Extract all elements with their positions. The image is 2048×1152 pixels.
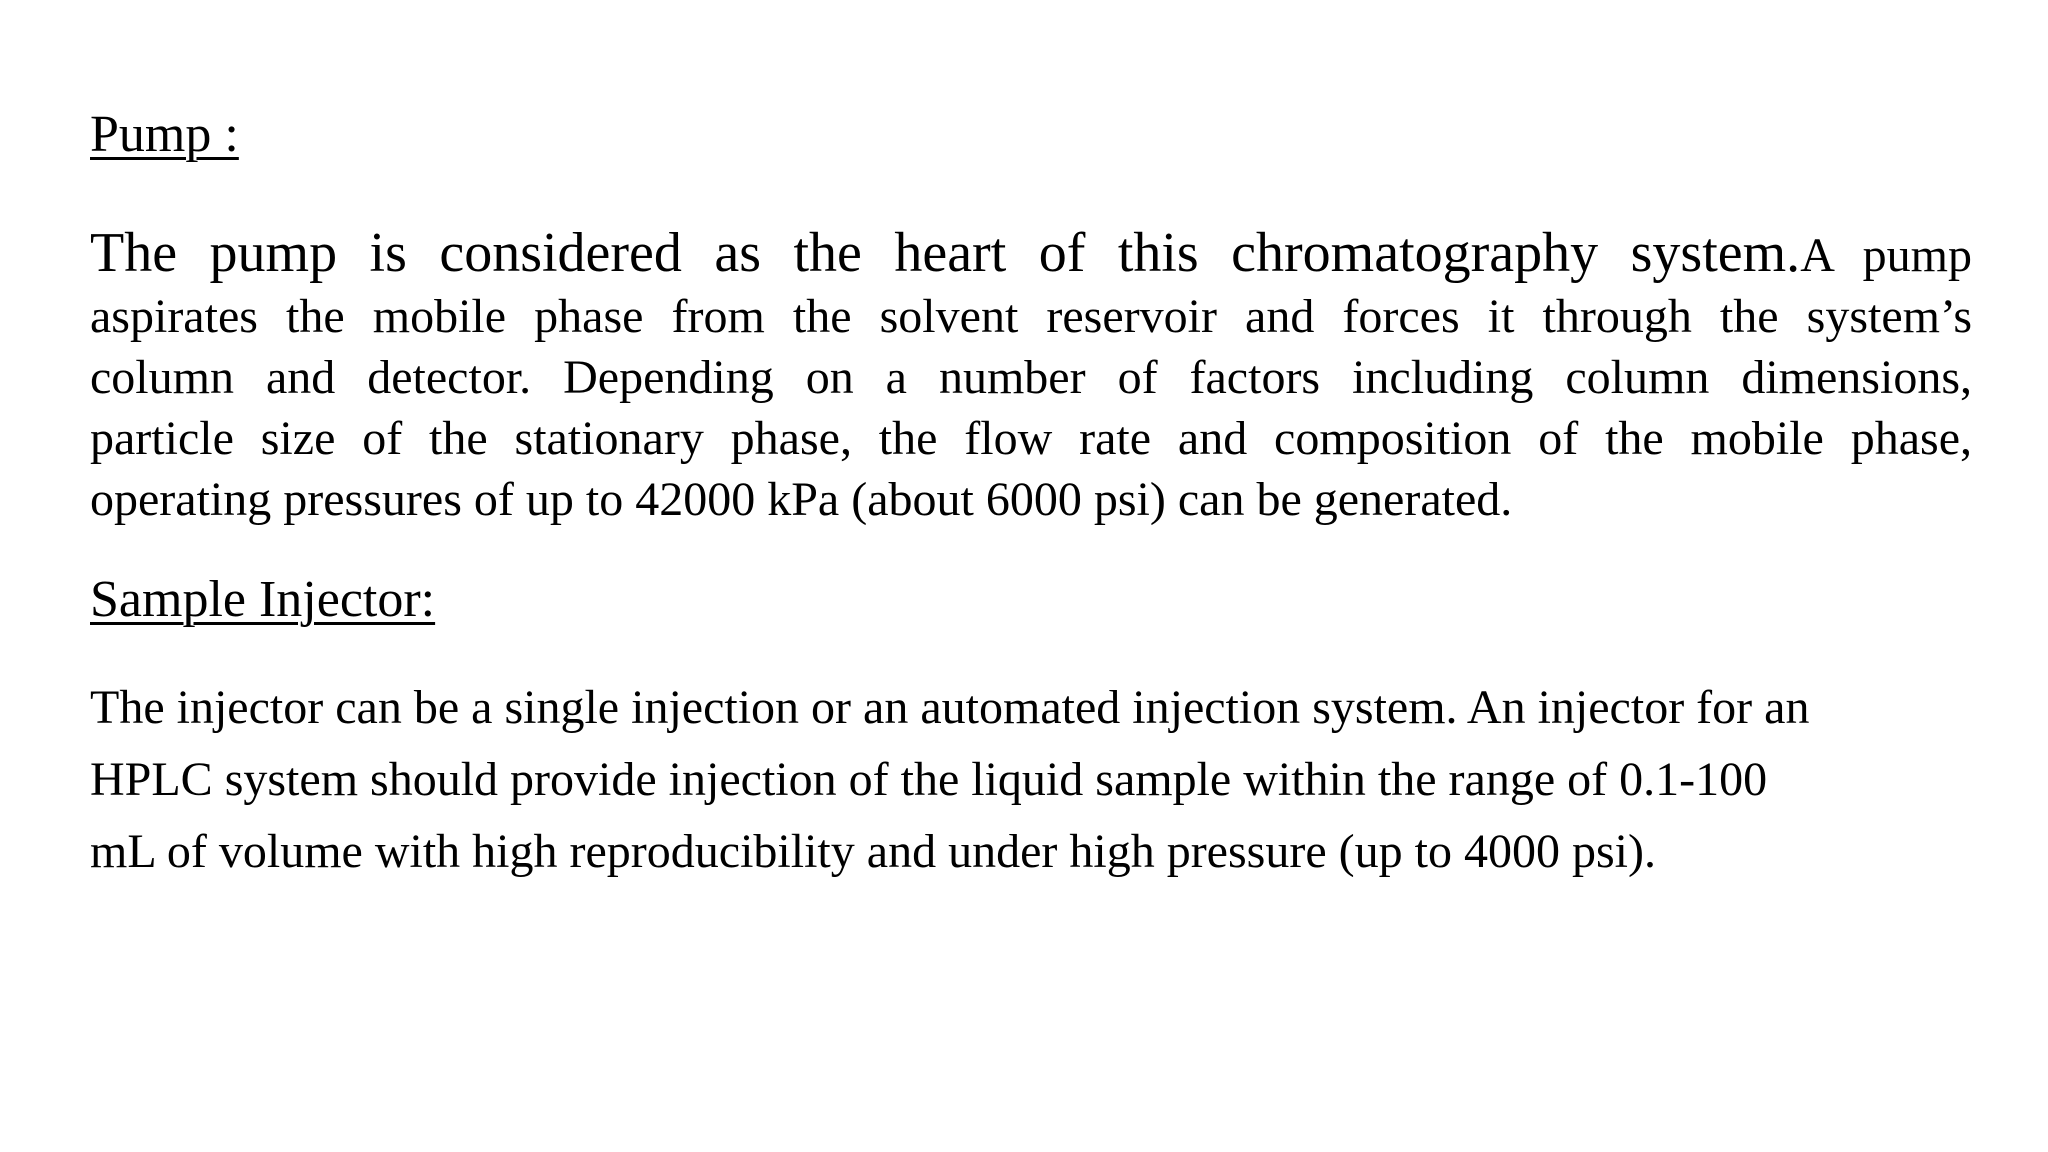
pump-line-5: operating pressures of up to 42000 kPa (about 6000 psi) can be generated. [90,473,1513,526]
pump-line-1-tail: A pump [1800,229,1972,282]
injector-line-2: HPLC system should provide injection of the liquid sample within the range of 0.1-100 [90,753,1768,806]
injector-line-1: The injector can be a single injection or an automated injection system. An injector for an [90,681,1810,734]
injector-paragraph [90,672,1990,888]
pump-line-1 [90,220,1972,286]
sample-injector-heading: Sample Injector: [90,571,436,628]
pump-line-4: particle size of the stationary phase, the flow rate and composition of the mobile phase, [90,412,1972,465]
pump-line-1-main: The pump is considered as the heart of this chromatography system. [90,222,1801,284]
injector-line-3: mL of volume with high reproducibility and under high pressure (up to 4000 psi). [90,825,1656,878]
pump-heading: Pump : [90,106,239,163]
pump-line-3: column and detector. Depending on a number of factors including column dimensions, [90,351,1972,404]
pump-line-2: aspirates the mobile phase from the solvent reservoir and forces it through the system’s [90,290,1972,343]
pump-paragraph [90,220,1972,530]
